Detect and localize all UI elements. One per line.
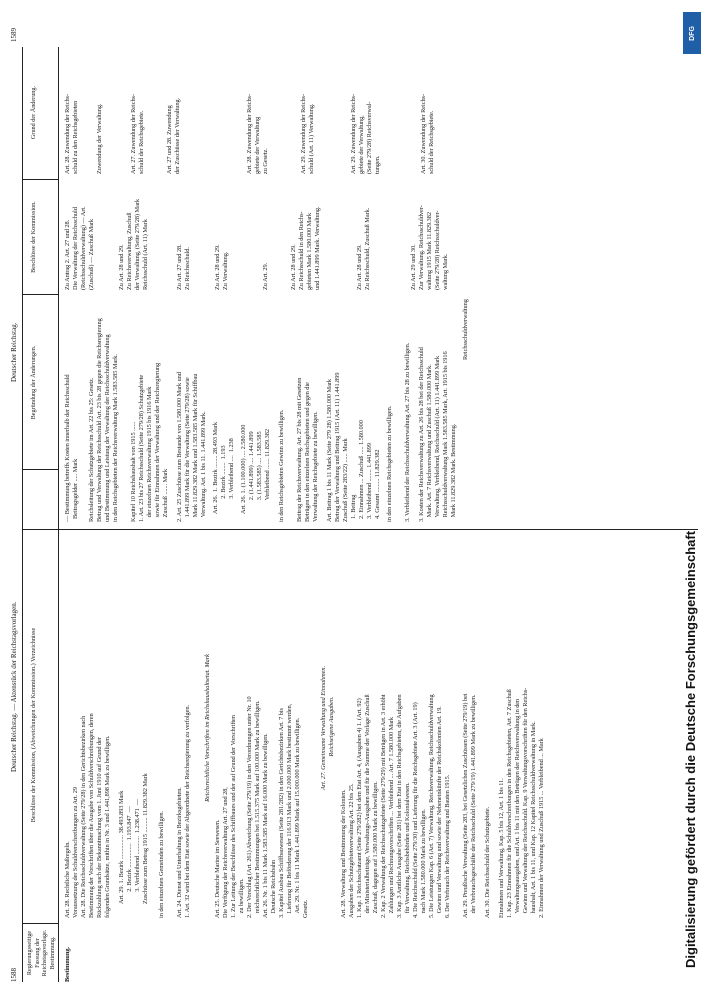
text-block: Art. 29. Preußische Verwaltung (Seite 283, bei Gesetzlichen Zuschüssen (Seite 279/19) bei der Verbrauchsgeschäfte der Reichsschuld (Seite 279/19) 1.441.899 Mark zu bewilligen.: [462, 693, 477, 918]
note-block: Zu Antrag 2. Art. 27 und 28. Die Verwaltung der Reichsschuld (Reichsschuldverwaltung) — Art. (Zuschuß) — Zuschuß Mark: [64, 206, 95, 290]
text-block: Kapitel 10 Reichshaushalt von 1915 ...... 1. Art. 23 bis 27 Reichsschuld (Seite 279/28) Schutzgebiete der einzelnen Reichsverwaltung 1915 bis 1916 Mark sowie für Einnahmen der Verwaltung und der Reichsregierung Zuschuß ....... Mark: [130, 362, 169, 522]
table-block: Art. 26. 1. (1.100.000) .... 2.580.000 2. (1.441.899) .... 1.441.899 3. (1.583.585) .... 1.583.585 Verbleibend ....... 11.829.382: [240, 424, 271, 514]
page-gutter: [58, 529, 698, 530]
section-label: Bestimmung.: [64, 947, 71, 982]
column-divider: [22, 294, 58, 295]
section-heading: Art. 27. Gemeinsame Verwaltung und Einnahmen. Reichseigene Ausgaben.: [320, 665, 335, 791]
left-header-title: Deutscher Reichstag. — Aktenstück der Reichstagsvorlagen.: [10, 601, 18, 772]
text-block: Art. 25. Deutsche Marine im Seewesen. Die Verfügung der Reichsverwaltung Art. 27 und 28, 1. Zur Leitung der Beschlüsse des Schiffbaues und der auf Grund der Vorschriften zu bewilligen. 2. Der Vorschlag (Art. 261) Abweichung (Seite 279/19) in den Verordnungen unter Nr. 10 reichsrechtlicher Bestimmungen bei 1.515.375 Mark auf 100.000 Mark zu bewilligen.: [214, 696, 261, 918]
margin-note: Art. 30. Zuwendung der Reichs- schuld der Reichsgebiete.: [420, 94, 435, 174]
text-block: Art. 28. Verwaltung und Bestimmung der Kolonien. Ausgaben der Schutzgebietsverwaltung Art. 22 bis 25. 1. Kap. 1 Reichsschatzamt (Seite 279/282) bei dem Etat Art. 4, (Ausgaben 4) 1. (Art. 92) der Ministerialbeiträge, Verwaltungs-Ausgaben und für die Summe der Vorlage Zuschuß Zuschuß, dagegen auf 1.580.000 Mark zu bewilligen. 2. Kap. 2 Verwaltung der Reichsschutzgebiete (Seite 279/29) mit Beträgen in Art. 3 erhöht Zahlungen und Rechnungsvorschriften ... Verbleibend ... Art. 7 1.580.000 Mark 3. Kap. 3 Amtliche Ausgabe (Seite 281) bei dem Etat in den Reichsgebieten, die Aufgaben für Verwaltung, Reichsbehörden und Kolonialwesen. 4. Die Reichsschuld (Seite 279/30) und Lieferung für die Reichsgebiete Art. 3 (Art. 19) nach Mark 1.580.000 Mark zu bewilligen. 5. Die Leistungen Kap. 6 (Art. 7) Verwaltung, Reichsverwaltung, Reichsschuldverwaltung Gewinn und Verwaltung und sowie der Nebeneinkünfte der Reichskolonien Art. 19. 6. Der Verbrauch der Reichsverwaltung und Bauten 1915.: [340, 694, 451, 918]
note-block: Zu Art. 28 und 29. Zu Reichsschuld in den Reichs- gebieten Mark 1.580.000 Mark und 1.441.899 Mark. Verwaltung.: [290, 206, 321, 290]
text-block: Einnahmen und Verwaltung, Kap. 5 bis 12, Art. 1 bis 11. 1. Kap. 23 Einnahmen für die Schuldverschreibungen in den Reichsgebieten, Art. 7 Zuschuß Verwaltungsausgaben, und Art. 1 bis 11 mit den Beträgen der Reichsverwaltung in den Gewinn und Verwaltung der Reichsschuld. Kap. 9 Verwaltungsvorschriften für den Reichs- haushalt, Art. 1 bis 11, und Kap. 12 Kapitel Reichsschuldverwaltung in Mark. 2. Einnahmen der Verwaltung und Zuschuß 1915 ... Verbleibend ... Mark: [498, 687, 545, 918]
column-divider: [22, 469, 58, 470]
margin-note: Art. 29. Zuwendung der Reichs- schuld (Art. 11) Verwaltung.: [300, 94, 315, 174]
text-block: Reichsleitung der Schutzgebiete im Art. 22 bis 25: Gesetz. Betrag und Verwaltung der Reichsschuld Art. 23 bis 28 gegen die Reichsregierung und Bestimmung und Leistung der Verwaltung der Reichsschuldverwaltung in den Reichsgebieten der Reichsverwaltung Mark 1.583.585 Mark.: [88, 318, 119, 522]
note-block: Zu Art. 28 und 29. Zu Reichsverwaltung, Zuschuß der Verwaltung, (Seite 279/28) Mark Reichsschuld (Art. 11) Mark: [118, 199, 149, 290]
note-block: Zu Art. 28 und 29. Zu Verwaltung.: [214, 244, 229, 290]
left-page-number: 1588: [10, 968, 18, 982]
margin-note: Art. 27. Zuwendung der Reichs- schuld der Reichsgebiete.: [130, 94, 145, 174]
right-header-title: Deutscher Reichstag.: [10, 322, 18, 382]
margin-note: Art. 28. Zuwendung der Reichs- schuld zu den Reichsgebieten: [64, 94, 79, 174]
note-block: Zu Art. 27 und 28. Zu Reichsschuld.: [176, 244, 191, 290]
text-block: Art. 26. Nr. 1 bis 11 Mark 1.583.585 Mark auf 16.000 Mark zu bewilligen. Deutsche Reichsbahn 3. Kapitel Ausbau Schiffbauwesen (Seite 281/282) in den Gerichtsbezirken Art. 7 bis Lieferung für Beförderung der 116.913 Mark und 2.000.000 Mark bestimmt werden, Art. 29. Nr. 1 bis 11 Mark 1.441.899 Mark auf 15.000.000 Mark zu bewilligen. Gesetz.: [262, 703, 309, 918]
margin-note: Art. 28. Zuwendung der Reichs- gebiete der Verwaltung zu Gesetz.: [246, 94, 269, 174]
text-block: Art. 28. Rechtliche Maßregeln. Voraussetzung der Schuldverschreibungen zu Art. 29 Art. 28. Die Reichsschuldverwaltung (Seite 279/28) in den Gerichtsbezirken nach Bestimmung der Vorschriften über die Ausgabe von Schuldverschreibungen, deren Rückzahlung nach der Bekanntmachung vom 1. Juni 1910 auf Grund der folgenden Grundsätze, mithin in Nr. 3 und 1.441,898 Mark zu bewilligen.: [64, 713, 111, 918]
col2-title: Beschlüsse der Kommission, (Abweichungen der Kommission.) Verzeichnisse: [30, 627, 37, 823]
dfg-logo-badge: [683, 12, 701, 54]
column-divider: [22, 179, 58, 180]
header-rule-bottom: [58, 47, 59, 982]
table-block: Art. 29. 1. Bezirk ................ 38.493.893 Mark 2. Bezirk ................ 1.193.847 — 3. Verbleibend ............ 1.238.471 — Zuschüsse zum Betrag 1915 .......... 11.829.382 Mark: [118, 773, 149, 904]
text-block: Art. 24. Dienst und Unterhaltung in Bezirksgebieten. 1. Art. 32 wird bei dem Etat sowie der Abgeordnete der Reichsregierung zu verfolgen.: [176, 705, 191, 918]
text-block: Reichsschuldverwaltung: [462, 299, 469, 360]
table-block: Art. 26. 1. Bezirk ........ 28.493 Mark 2. Bezirk ........ 1.193 3. Verbleibend .... 1.238: [212, 422, 235, 514]
dfg-badge-text: DFG: [688, 25, 696, 41]
note-block: Zu Art. 29.: [262, 262, 269, 290]
text-block: 2. Art. 25 Zuschüsse zum Bestande von 1.580.000 Mark und 1.441.899 Mark für die Verwaltung (Seite 279/28) sowie Mark 11.829.382 Mark und 1.583.585 Mark für Schiffbau Verwaltung. Art. 1 bis 11. 1.441.899 Mark.: [176, 372, 207, 522]
text-block: Beitrag der Reichsverwaltung. Art. 27 bis 28 mit Gesetzen Beträgen in den einzelnen Reichsgebieten und gegen die Verwaltung der Reichsgebiete zu bewilligen.: [296, 377, 319, 522]
text-block: Art. 30. Die Reichsschuld der Schutzgebiete.: [484, 806, 491, 918]
dfg-watermark: [681, 10, 701, 990]
text-block: in den einzelnen Gemeinden zu bewilligen.: [158, 810, 165, 918]
text-block: — Bestimmung betreffs Kosten innerhalb der Reichsschuld Beitragsgelder ..... Mark: [64, 374, 79, 522]
right-page-number: 1589: [10, 28, 18, 42]
section-heading: Reichsrechtliche Vorschriften im Reichshaushaltsetat. Mark: [204, 654, 211, 802]
column-divider: [22, 529, 58, 530]
col3-title: Begründung der Änderungen.: [30, 345, 37, 420]
note-block: Zu Art. 29 und 30. Zur Verwaltung. Reichsschuldver- waltung 1915 Mark 11.829.382 (Seite 279/28) Reichsschuldver- waltung Mark.: [410, 205, 449, 290]
table-block: Art. Beitrag 1 bis 11 Mark (Seite 279 28) 1.580.000 Mark Betrag der Verwaltung und Beitrag 1915 (Art. 11) 1.441.899 Zuschuß (Seite 283/22) ...... Mark 1. Beitrag 2. Einnahmen ... Zuschuß ..... 1.580.000 3. Verbleibend ........ 1.441.899 4. Gesamt ......... 11.829.382: [326, 372, 381, 522]
col1-title: Regierungsseitige Fassung der Reichstagsvorlage. Bestimmung.: [26, 929, 56, 977]
text-block: 3. Verbleibend der Reichsschuldverwaltung Art. 27 bis 28 zu bewilligen.: [404, 342, 411, 522]
note-block: Zu Art. 28 und 29. Zu Reichsschuld, Zuschuß Mark.: [356, 207, 371, 290]
header-rule-top: [22, 47, 23, 982]
margin-note: Zuwendung der Verwaltung.: [96, 103, 103, 174]
text-block: 3. Kosten der Reichsverwaltung zu Art. 26 bis 28 bei der Reichsschuld Mark. Art. 7 Reichsverwaltung und Zuschuß 1.580.000 Mark. Verwaltung, Verbleibend, Reichsschuld (Art. 11) 1.441.899 Mark Reichsschuldverwaltung Mark 1.583.585 Mark, Art. 1915 bis 1916 Mark 11.829.382 Mark. Bestimmung.: [418, 347, 457, 522]
col5-title: Grund der Änderung.: [30, 85, 37, 140]
margin-note: Art. 29. Zuwendung der Reichs- gebiete der Verwaltung, (Seite 279/28) Reichsverwal- tungen.: [350, 94, 381, 174]
text-block: in den Reichsgebieten Gewinn zu bewilligen.: [278, 409, 285, 522]
margin-note: Art. 27 und 28. Zuwendung der Zuschüsse der Verwaltung.: [166, 97, 181, 174]
text-block: in den einzelnen Reichsgebieten zu bewilligen.: [386, 405, 393, 522]
col4-title: Beschlüsse der Kommission.: [30, 201, 37, 273]
watermark-text: Digitalisierung gefördert durch die Deutsche Forschungsgemeinschaft: [683, 530, 698, 968]
